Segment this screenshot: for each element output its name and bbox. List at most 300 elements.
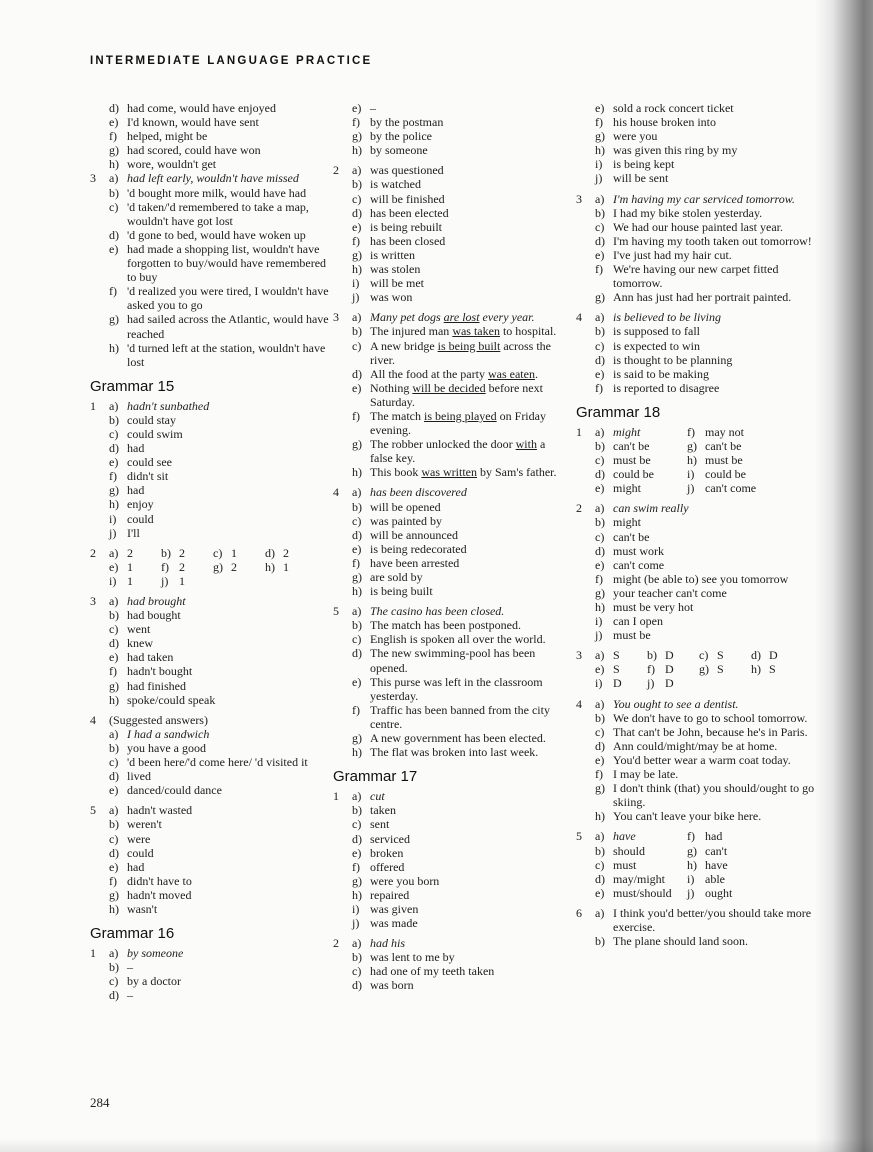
item-letter: b) [352,499,362,514]
answer-cell [109,560,161,574]
answer-text: were [127,831,151,846]
answer-line [576,628,816,642]
item-letter: e) [109,650,119,665]
answer-text: by someone [127,946,184,961]
item-letter: c) [213,545,223,560]
answer-text: S [613,662,620,677]
answer-text: – [127,960,133,975]
item-letter: a) [109,726,119,741]
answer-line [333,632,568,646]
item-letter: b) [647,648,657,663]
answer-line [90,960,330,974]
answer-text: I've just had my hair cut. [613,247,732,262]
exercise-number: 1 [90,398,96,413]
item-letter: h) [109,497,119,512]
item-letter: a) [595,310,605,325]
answer-line [576,129,816,143]
answer-text: I'll [127,525,140,540]
answer-text: can't [705,843,728,858]
answer-text: was lent to me by [370,950,455,965]
answer-line [333,409,568,437]
answer-line [333,646,568,674]
item-letter: c) [699,648,709,663]
answer-line [333,570,568,584]
answer-pre: All the food at the party [370,366,488,381]
answer-text: I think you'd better/you should take more exercise. [613,905,812,934]
item-letter: d) [352,646,362,661]
answer-text: must be [705,453,743,468]
underlined-verb: is being built [437,338,501,353]
item-letter: e) [109,559,119,574]
item-letter: a) [109,946,119,961]
answer-text: was painted by [370,513,442,528]
answer-text: S [717,662,724,677]
answer-text [370,437,568,465]
answer-text: 1 [127,573,133,588]
answer-line [333,324,568,338]
answer-text: was questioned [370,163,444,178]
answer-text: must work [613,543,664,558]
answer-text: was stolen [370,262,421,277]
answer-text: might [613,515,642,530]
answer-line [576,220,816,234]
item-letter: h) [595,809,605,824]
column-1 [90,101,330,1002]
item-letter: h) [352,465,362,480]
answer-text: 2 [179,559,185,574]
item-letter: c) [595,338,605,353]
answer-line [576,648,816,662]
item-letter: e) [352,101,362,115]
answer-text: 'd been here/'d come here/ 'd visited it [127,755,308,770]
item-letter: d) [109,636,119,651]
item-letter: e) [109,115,119,130]
answer-cell [595,858,687,872]
item-letter: h) [109,340,119,355]
answer-text: The flat was broken into last week. [370,745,539,760]
answer-line [576,558,816,572]
item-letter: d) [352,978,362,993]
answer-post: on Friday evening. [370,408,546,438]
answer-line [90,186,330,200]
answer-line [90,608,330,622]
answer-cell [213,546,265,560]
answer-line [333,276,568,290]
item-letter: i) [595,676,603,691]
answer-line [333,465,568,479]
answer-text: is thought to be planning [613,352,733,367]
item-letter: h) [595,143,605,158]
item-letter: a) [352,163,362,178]
item-letter: d) [109,845,119,860]
item-letter: f) [352,408,360,423]
item-letter: b) [109,185,119,200]
answer-text [370,409,568,437]
answer-text: – [370,101,376,115]
answer-text: had come, would have enjoyed [127,101,276,115]
answer-text: spoke/could speak [127,692,216,707]
answer-line [333,381,568,409]
answer-post: across the river. [370,338,551,367]
item-letter: d) [751,648,761,663]
item-letter: b) [595,438,605,453]
item-letter: f) [595,115,603,130]
answer-cell [647,676,699,690]
item-letter: c) [109,831,119,846]
answer-line [90,312,330,340]
answer-text: had one of my teeth taken [370,964,495,979]
item-letter: e) [352,380,362,395]
grammar-15-exercise-5 [90,803,330,916]
answer-post: by Sam's father. [477,465,557,480]
answer-text: We had our house painted last year. [613,219,783,234]
item-letter: e) [595,366,605,381]
answer-text: broken [370,845,404,860]
item-letter: g) [352,437,362,452]
item-letter: g) [352,570,362,584]
answer-text: is expected to win [613,338,700,353]
answer-line [576,886,816,900]
answer-cell [213,560,265,574]
answer-line [333,832,568,846]
exercise-number: 5 [576,829,582,844]
item-letter: j) [595,628,603,643]
answer-text: You'd better wear a warm coat today. [613,752,791,767]
answer-line [576,339,816,353]
answer-cell [161,574,213,588]
answer-cell [687,844,779,858]
item-letter: d) [595,233,605,248]
answer-text: could [127,511,154,526]
item-letter: c) [595,724,605,739]
column-2 [333,101,568,993]
answer-line [576,858,816,872]
answer-cell [595,676,647,690]
answer-text: lived [127,769,151,784]
answer-line [576,290,816,304]
item-letter: i) [352,276,360,291]
answer-text: didn't sit [127,469,169,484]
item-letter: h) [109,901,119,916]
grammar-16-exercise-4 [333,485,568,598]
answer-line [333,703,568,731]
exercise-number: 3 [90,171,96,186]
answer-text: might [613,424,641,439]
item-letter: h) [352,745,362,760]
answer-text: will be finished [370,191,445,206]
item-letter: e) [595,662,605,677]
exercise-number: 6 [576,905,582,920]
answer-line [90,636,330,650]
item-letter: f) [109,873,117,888]
answer-line [333,192,568,206]
answer-line [333,888,568,902]
answer-cell [647,662,699,676]
answer-line [333,220,568,234]
answer-text: D [613,676,622,691]
item-letter: g) [109,887,119,902]
item-letter: c) [109,622,119,637]
item-letter: j) [352,916,360,931]
item-letter: e) [595,101,605,115]
item-letter: f) [352,115,360,130]
answer-line [576,544,816,558]
item-letter: g) [687,843,697,858]
answer-text: must be [613,628,651,643]
answer-line [90,817,330,831]
item-letter: g) [687,438,697,453]
answer-text: may not [705,424,744,439]
answer-line [90,512,330,526]
answer-line [90,546,330,560]
answer-text: may/might [613,871,665,886]
item-letter: a) [595,905,605,920]
answer-text: sent [370,817,390,832]
item-letter: b) [595,934,605,949]
answer-text: might (be able to) see you tomorrow [613,571,789,586]
exercise-number: 3 [576,648,582,663]
answer-text: have [705,857,728,872]
answer-text: 1 [283,559,289,574]
answer-line [90,888,330,902]
answer-text: wore, wouldn't get [127,157,217,172]
item-letter: i) [687,871,695,886]
grammar-17-exercise-2 [333,936,568,992]
answer-line [576,711,816,725]
answer-line [333,604,568,618]
item-letter: h) [352,143,362,158]
answer-cell [595,439,687,453]
item-letter: b) [109,960,119,975]
item-letter: j) [352,290,360,305]
answer-text: was given [370,901,419,916]
answer-line [333,339,568,367]
item-letter: f) [161,559,169,574]
item-letter: c) [352,191,362,206]
answer-cell [109,574,161,588]
answer-cell [687,425,779,439]
section-heading-grammar-17: Grammar 17 [333,768,418,786]
answer-post: . [534,366,538,381]
answer-line [333,846,568,860]
answer-text: I may be late. [613,767,679,782]
answer-text: had taken [127,650,174,665]
answer-cell [687,858,779,872]
answer-text: is being redecorated [370,541,467,556]
answer-line [90,574,330,588]
answer-pre: Nothing [370,380,413,395]
underlined-verb: was eaten [487,366,535,381]
item-letter: h) [687,453,697,468]
answer-text: can't come [705,481,757,496]
answer-text: I had a sandwich [127,726,210,741]
answer-text: had his [370,936,406,951]
answer-line [333,163,568,177]
answer-line [333,129,568,143]
answer-line [576,809,816,823]
answer-text: cut [370,789,385,804]
item-letter: h) [751,662,761,677]
item-letter: j) [687,885,695,900]
answer-cell [595,844,687,858]
answer-line [333,902,568,916]
answer-line [333,789,568,803]
grammar-14-answers-cont [90,101,330,369]
item-letter: b) [109,412,119,427]
grammar-16-exercise-5 [333,604,568,759]
answer-text: The casino has been closed. [370,604,505,619]
answer-cell [265,546,317,560]
answer-cell [595,467,687,481]
item-letter: a) [352,789,362,804]
item-letter: g) [352,129,362,144]
answer-text: is being built [370,584,433,599]
answer-post: a false key. [370,437,546,466]
answer-cell [161,546,213,560]
item-letter: g) [595,781,605,796]
answer-text: 'd bought more milk, would have had [127,185,307,200]
answer-text: was won [370,290,413,305]
answer-text: You can't leave your bike here. [613,809,762,824]
answer-line [90,622,330,636]
item-letter: b) [109,817,119,832]
answer-cell [751,662,803,676]
answer-line [576,530,816,544]
item-letter: d) [595,738,605,753]
answer-line [90,115,330,129]
answer-line [90,200,330,228]
answer-post: every year. [479,310,535,325]
item-letter: e) [109,783,119,798]
item-letter: c) [109,755,119,770]
answer-line [90,441,330,455]
answer-text: D [769,648,778,663]
item-letter: a) [595,648,605,663]
answer-line [576,767,816,781]
answer-line [576,439,816,453]
answer-text: might [613,481,642,496]
item-letter: h) [265,559,275,574]
grammar-18-exercise-6 [576,906,816,948]
item-letter: b) [109,740,119,755]
answer-text: went [127,622,151,637]
grammar-16-exercise-2 [333,163,568,304]
answer-text: I'm having my tooth taken out tomorrow! [613,233,812,248]
answer-line [576,586,816,600]
answer-line [576,829,816,843]
answer-text: 'd taken/'d remembered to take a map, wouldn't have got lost [127,199,309,228]
answer-text: by the postman [370,115,444,130]
answer-text: This purse was left in the classroom yesterday. [370,674,543,703]
answer-cell [699,662,751,676]
answer-line [333,936,568,950]
answer-text: I'd known, would have sent [127,115,259,130]
answer-text: could stay [127,412,176,427]
answer-line [576,206,816,220]
item-letter: j) [595,171,603,186]
answer-text: is believed to be living [613,310,721,325]
item-letter: a) [109,594,119,608]
answer-text: will be opened [370,499,441,514]
answer-line [90,228,330,242]
answer-text: you have a good [127,740,206,755]
answer-line [576,381,816,395]
answer-line [576,453,816,467]
answer-cell [687,886,779,900]
answer-text: must [613,857,637,872]
answer-line [90,497,330,511]
answer-line [333,528,568,542]
answer-line [90,727,330,741]
answer-line [333,143,568,157]
answer-line [90,679,330,693]
answer-line [576,572,816,586]
answer-line [576,753,816,767]
item-letter: c) [352,817,362,832]
answer-line [90,413,330,427]
answer-line [90,650,330,664]
answer-line [576,324,816,338]
item-letter: a) [595,696,605,711]
answer-line [333,817,568,831]
item-letter: b) [595,710,605,725]
item-letter: e) [595,885,605,900]
answer-line [90,874,330,888]
item-letter: b) [352,803,362,818]
answer-text: by someone [370,143,428,158]
answer-text: can't come [613,557,665,572]
answer-line [576,157,816,171]
answer-text: 1 [179,573,185,588]
answer-line [90,143,330,157]
item-letter: f) [352,555,360,570]
answer-line [576,248,816,262]
answer-text: S [717,648,724,663]
grammar-18-exercise-3 [576,648,816,690]
item-letter: d) [109,101,119,115]
grammar-15-exercise-3 [90,594,330,707]
item-letter: a) [109,398,119,413]
grammar-15-exercise-4 [90,713,330,798]
item-letter: c) [352,513,362,528]
answer-text: could swim [127,426,183,441]
answer-line [90,483,330,497]
answer-cell [687,872,779,886]
grammar-17-exercise-3 [576,192,816,305]
answer-text: – [127,988,133,1003]
item-letter: e) [352,219,362,234]
underlined-verb: are lost [443,310,480,325]
answer-text: his house broken into [613,115,716,130]
answer-line [333,234,568,248]
answer-text: by the police [370,129,432,144]
item-letter: g) [595,129,605,144]
item-letter: a) [595,191,605,206]
answer-text: had [127,859,145,874]
item-letter: h) [687,857,697,872]
answer-cell [687,439,779,453]
answer-text: should [613,843,646,858]
item-letter: a) [109,545,119,560]
grammar-18-exercise-1 [576,425,816,495]
column-3 [576,101,816,948]
grammar-18-exercise-5 [576,829,816,899]
page-bottom-shadow [0,1138,873,1152]
item-letter: g) [699,662,709,677]
item-letter: b) [109,608,119,623]
item-letter: j) [687,481,695,496]
answer-text: I had my bike stolen yesterday. [613,205,763,220]
